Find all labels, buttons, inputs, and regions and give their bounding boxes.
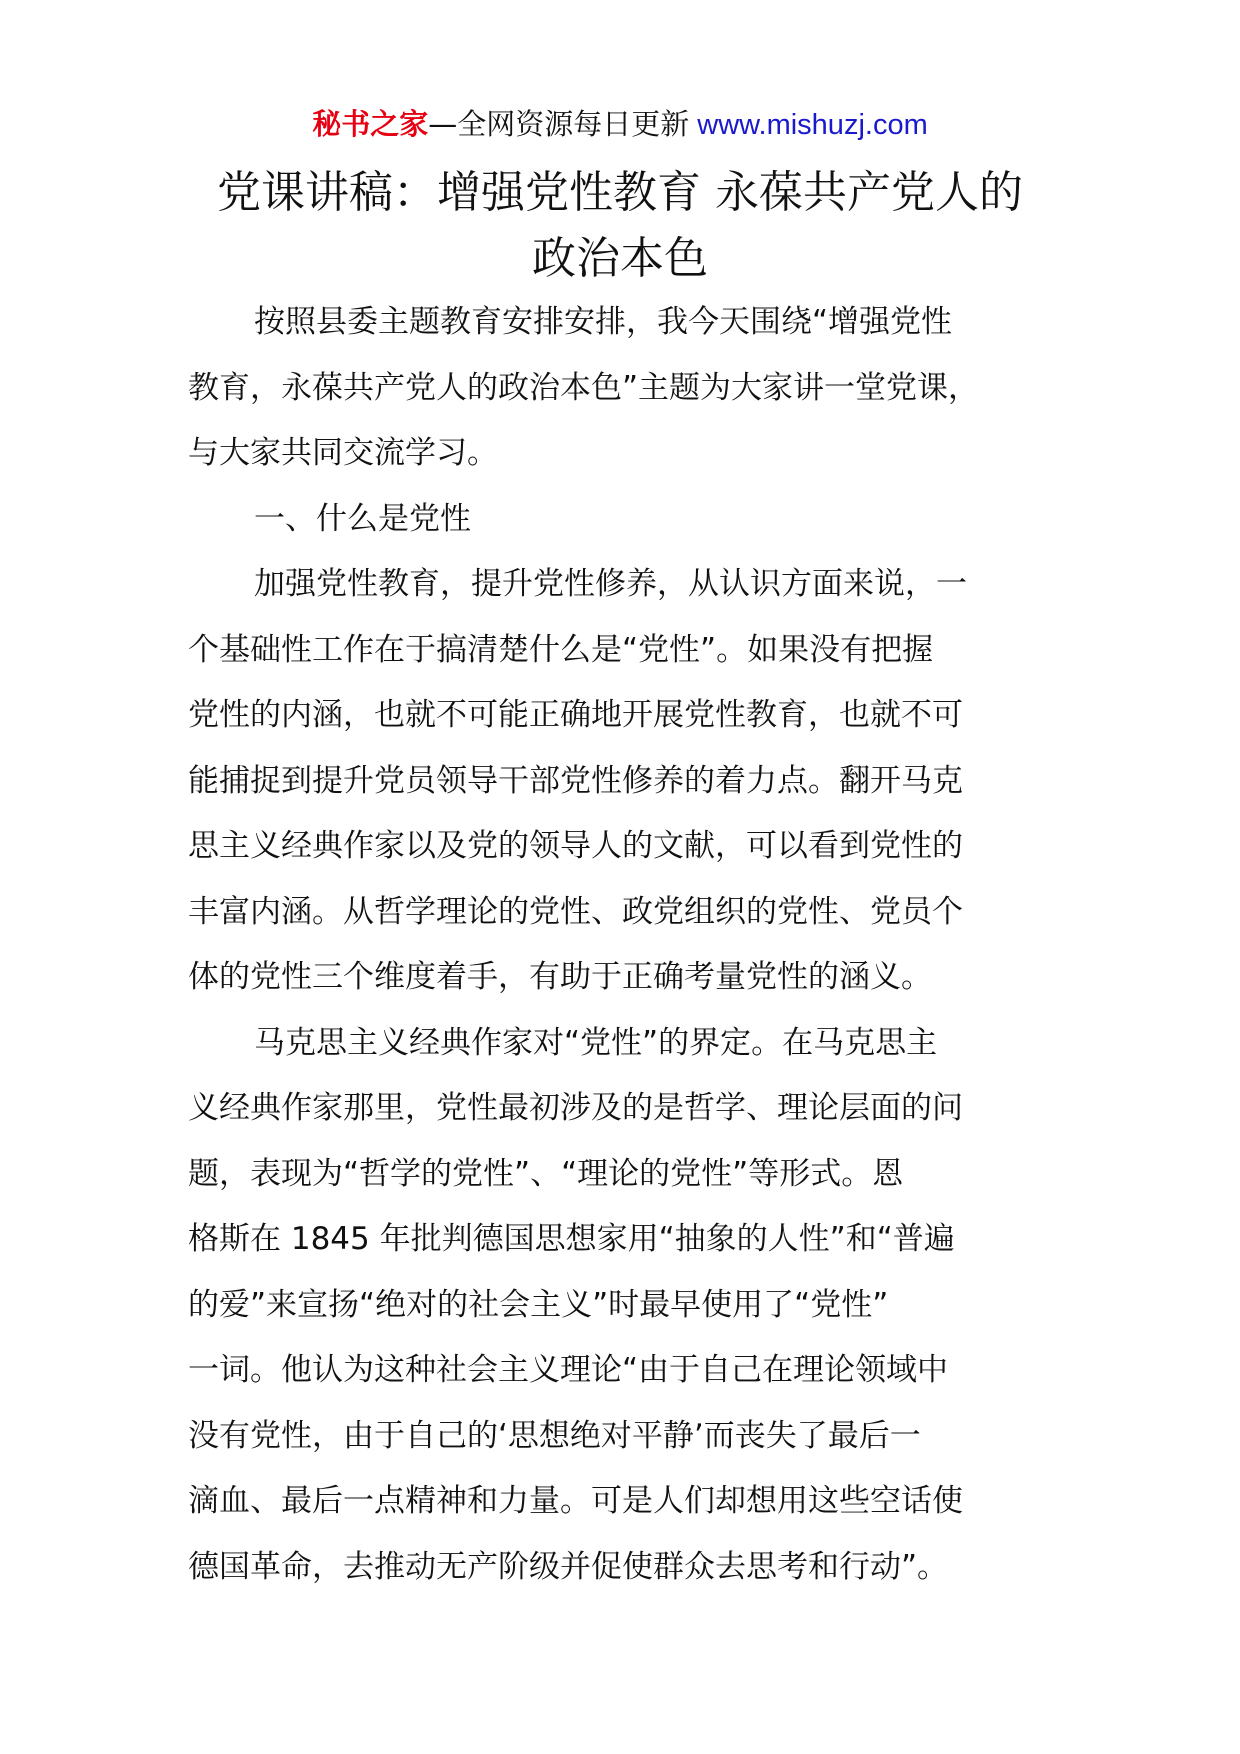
document-title	[150, 160, 1090, 292]
section-heading: 一、什么是党性	[254, 500, 471, 537]
paragraph-intro-line: 教育，永葆共产党人的政治本色”主题为大家讲一堂党课，	[188, 369, 980, 406]
paragraph-line: 加强党性教育，提升党性修养，从认识方面来说，一	[254, 566, 967, 602]
brand-name: 秘书之家	[312, 107, 429, 141]
paragraph-line: 没有党性，由于自己的‘思想绝对平静’而丧失了最后一	[188, 1417, 921, 1454]
site-header	[0, 102, 1240, 147]
paragraph-line: 能捕捉到提升党员领导干部党性修养的着力点。翻开马克	[188, 762, 963, 799]
site-url-link[interactable]: www.mishuzj.com	[697, 109, 928, 141]
document-body	[188, 290, 1058, 1600]
paragraph-line: 义经典作家那里，党性最初涉及的是哲学、理论层面的问	[188, 1090, 963, 1126]
paragraph-line: 的爱”来宣扬“绝对的社会主义”时最早使用了“党性”	[188, 1286, 889, 1323]
title-line-2: 政治本色	[532, 233, 708, 284]
paragraph-line: 滴血、最后一点精神和力量。可是人们却想用这些空话使	[188, 1483, 963, 1519]
paragraph-line: 一词。他认为这种社会主义理论“由于自己在理论领域中	[188, 1352, 949, 1388]
paragraph-intro-line: 按照县委主题教育安排安排，我今天围绕“增强党性	[254, 304, 953, 340]
paragraph-line: 格斯在 1845 年批判德国思想家用“抽象的人性”和“普遍	[188, 1221, 955, 1257]
paragraph-line: 丰富内涵。从哲学理论的党性、政党组织的党性、党员个	[188, 893, 963, 930]
paragraph-line: 个基础性工作在于搞清楚什么是“党性”。如果没有把握	[188, 631, 934, 668]
header-slogan: —全网资源每日更新	[428, 107, 690, 141]
paragraph-intro-line: 与大家共同交流学习。	[188, 435, 498, 471]
paragraph-line: 体的党性三个维度着手，有助于正确考量党性的涵义。	[188, 959, 932, 995]
paragraph-line: 德国革命，去推动无产阶级并促使群众去思考和行动”。	[188, 1548, 949, 1585]
title-line-1: 党课讲稿：增强党性教育 永葆共产党人的	[217, 167, 1023, 218]
paragraph-line: 马克思主义经典作家对“党性”的界定。在马克思主	[254, 1024, 938, 1061]
paragraph-line: 思主义经典作家以及党的领导人的文献，可以看到党性的	[188, 828, 963, 864]
paragraph-line: 党性的内涵，也就不可能正确地开展党性教育，也就不可	[188, 697, 963, 733]
paragraph-line: 题，表现为“哲学的党性”、“理论的党性”等形式。恩	[188, 1155, 904, 1192]
